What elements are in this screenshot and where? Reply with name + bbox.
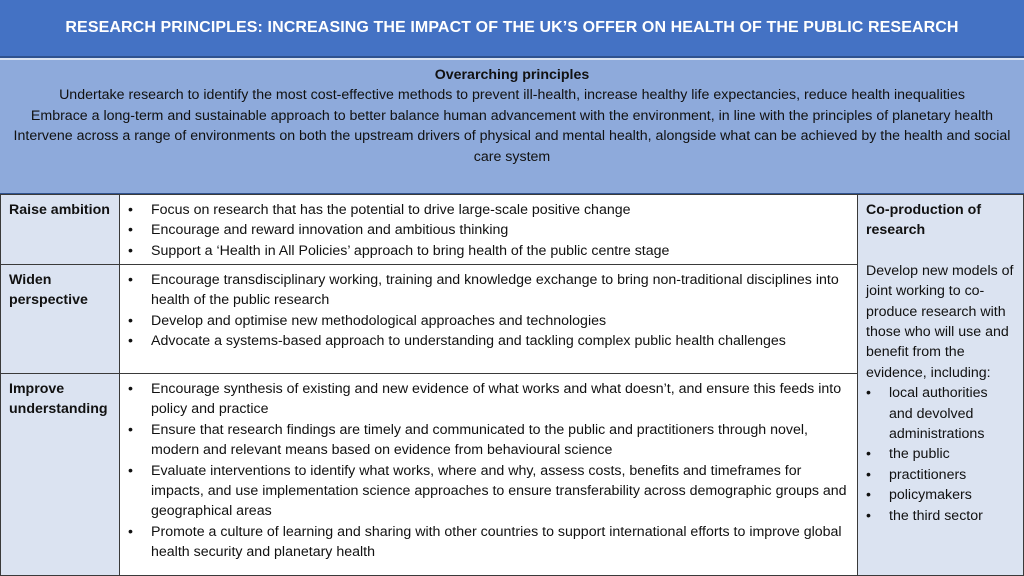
list-item (128, 220, 849, 240)
coproduction-description: Develop new models of joint working to co-produce research with those who will use and benefit from the evidence, including: (866, 262, 1014, 381)
overarching-line-3: Intervene across a range of environments on both the upstream drivers of physical and mental health, alongside what can be achieved by the health and social care system (13, 128, 1011, 165)
coproduction-panel (857, 194, 1024, 576)
bullet-glyph: • (128, 381, 133, 397)
list-item (866, 485, 1015, 505)
title-banner (0, 0, 1024, 58)
bullet-glyph: • (866, 507, 871, 524)
list-item (128, 420, 849, 461)
bullet-list (128, 200, 849, 261)
bullet-text: Develop and optimise new methodological approaches and technologies (151, 312, 607, 329)
row-label-improve-understanding (0, 373, 120, 576)
row-label-text: Raise ambition (9, 202, 110, 218)
list-item (128, 461, 849, 522)
bullet-list (128, 270, 849, 352)
bullet-list (128, 379, 849, 563)
bullet-text: Encourage synthesis of existing and new evidence of what works and what doesn’t, and ensure this feeds into policy and practice (151, 381, 842, 418)
stakeholder-list (866, 383, 1015, 526)
bullet-text: Ensure that research findings are timely and communicated to the public and practitioners through novel, modern and relevant means based on evidence from behavioural science (151, 421, 808, 459)
bullet-glyph: • (866, 446, 871, 463)
bullet-glyph: • (128, 462, 133, 479)
bullet-glyph: • (866, 466, 871, 483)
list-item (866, 444, 1015, 464)
list-item (128, 270, 849, 311)
principles-table (0, 194, 1024, 576)
bullet-text: Advocate a systems-based approach to understanding and tackling complex public health challenges (151, 333, 786, 350)
bullet-glyph: • (128, 312, 133, 329)
stakeholder-text: practitioners (889, 466, 967, 483)
bullet-glyph: • (128, 333, 133, 350)
page-title: RESEARCH PRINCIPLES: INCREASING THE IMPACT OF THE UK’S OFFER ON HEALTH OF THE PUBLIC RESEARCH (65, 19, 959, 36)
bullet-glyph: • (128, 523, 133, 540)
list-item (128, 200, 849, 220)
bullet-glyph: • (866, 487, 871, 504)
bullet-text: Promote a culture of learning and sharing with other countries to support international efforts to improve global health security and planetary health (151, 523, 842, 561)
bullet-text: Encourage and reward innovation and ambitious thinking (151, 222, 509, 239)
stakeholder-text: policymakers (889, 487, 972, 504)
row-label-text: Widen perspective (9, 272, 88, 309)
list-item (128, 241, 849, 261)
list-item (866, 506, 1015, 526)
list-item (128, 311, 849, 331)
stakeholder-text: local authorities and devolved administrations (889, 385, 988, 443)
overarching-title: Overarching principles (434, 67, 590, 83)
row-content-widen-perspective (119, 264, 858, 374)
overarching-line-1: Undertake research to identify the most cost-effective methods to prevent ill-health, increase healthy life expectancies, reduce health inequalities (59, 87, 965, 104)
bullet-glyph: • (128, 421, 133, 438)
row-label-raise-ambition (0, 194, 120, 265)
row-content-raise-ambition (119, 194, 858, 265)
bullet-text: Focus on research that has the potential to drive large-scale positive change (151, 202, 631, 218)
bullet-text: Evaluate interventions to identify what works, where and why, assess costs, benefits and timeframes for impacts, and use implementation science approaches to ensure transferability across demographic groups and geographical areas (151, 462, 847, 520)
bullet-glyph: • (128, 202, 133, 218)
bullet-text: Support a ‘Health in All Policies’ approach to bring health of the public centre stage (151, 242, 670, 259)
list-item (866, 465, 1015, 485)
coproduction-title: Co-production of research (866, 202, 982, 239)
bullet-glyph: • (866, 385, 871, 402)
bullet-text: Encourage transdisciplinary working, training and knowledge exchange to bring non-traditional disciplines into health of the public research (151, 272, 839, 309)
list-item (128, 331, 849, 351)
row-label-widen-perspective (0, 264, 120, 374)
stakeholder-text: the public (889, 446, 950, 463)
list-item (128, 379, 849, 420)
overarching-principles-panel (0, 60, 1024, 194)
bullet-glyph: • (128, 272, 133, 288)
row-content-improve-understanding (119, 373, 858, 576)
stakeholder-text: the third sector (889, 507, 983, 524)
overarching-line-2: Embrace a long-term and sustainable approach to better balance human advancement with the environment, in line with the principles of planetary health (30, 107, 994, 124)
list-item (866, 383, 1015, 444)
row-label-text: Improve understanding (9, 381, 108, 418)
bullet-glyph: • (128, 222, 133, 239)
bullet-glyph: • (128, 242, 133, 259)
list-item (128, 522, 849, 563)
